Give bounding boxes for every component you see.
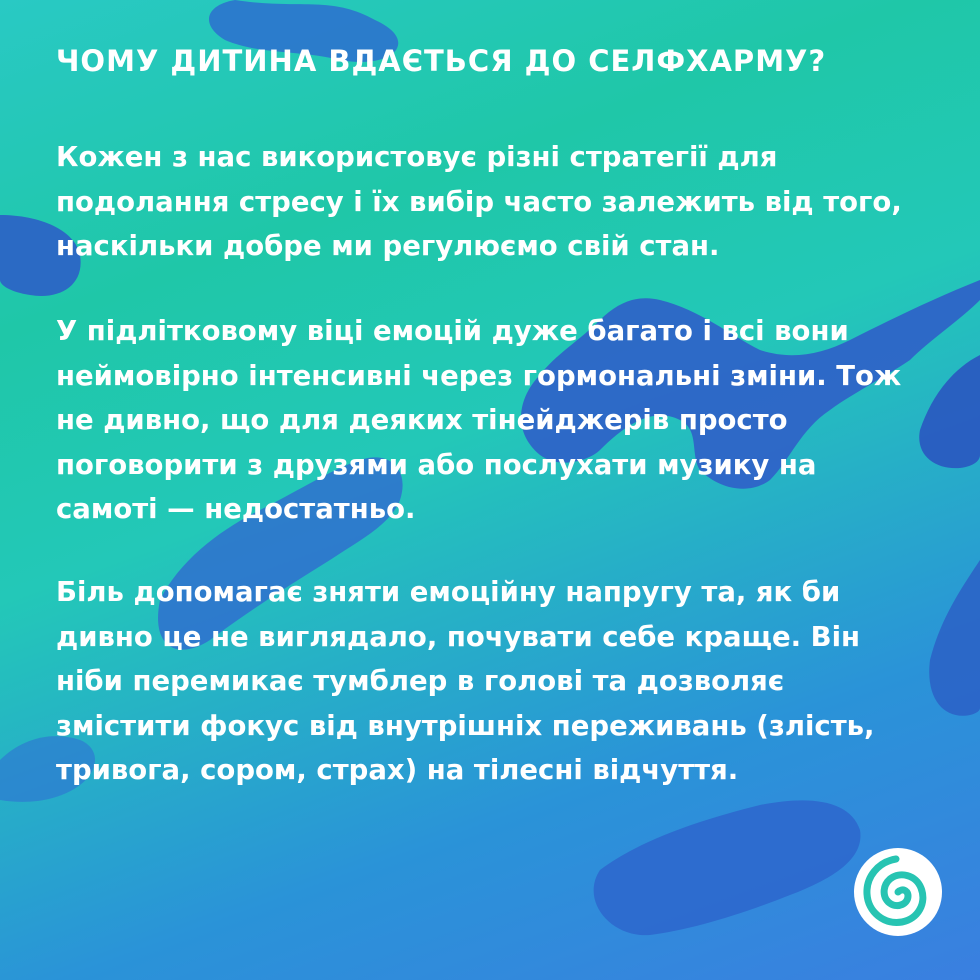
paragraph-line: змістити фокус від внутрішніх переживань (злість, <box>56 709 875 742</box>
paragraph-1 <box>56 135 902 269</box>
paragraph-line: Кожен з нас використовує різні стратегії для <box>56 141 778 173</box>
paragraph-line: Біль допомагає зняти емоційну напругу та, як би <box>56 576 841 608</box>
paragraph-line: подолання стресу і їх вибір часто залежить від того, <box>56 185 902 218</box>
paragraph-line: ніби перемикає тумблер в голові та дозволяє <box>56 665 785 697</box>
paragraph-line: тривога, сором, страх) на тілесні відчуття. <box>56 754 739 786</box>
page-title: ЧОМУ ДИТИНА ВДАЄТЬСЯ ДО СЕЛФХАРМУ? <box>56 44 827 78</box>
paragraph-line: наскільки добре ми регулюємо свій стан. <box>56 230 720 262</box>
paragraph-line: неймовірно інтенсивні через гормональні зміни. Тож <box>56 359 902 392</box>
paragraph-line: поговорити з друзями або послухати музику на <box>56 448 817 481</box>
paragraph-line: дивно це не виглядало, почувати себе краще. Він <box>56 620 861 653</box>
paragraph-line: не дивно, що для деяких тінейджерів просто <box>56 404 788 436</box>
paragraph-line: У підлітковому віці емоцій дуже багато і всі вони <box>56 315 849 347</box>
spiral-logo-icon <box>828 822 968 962</box>
paragraph-line: самоті — недостатньо. <box>56 493 416 525</box>
paragraph-3 <box>56 570 875 793</box>
paragraph-2 <box>56 309 901 532</box>
